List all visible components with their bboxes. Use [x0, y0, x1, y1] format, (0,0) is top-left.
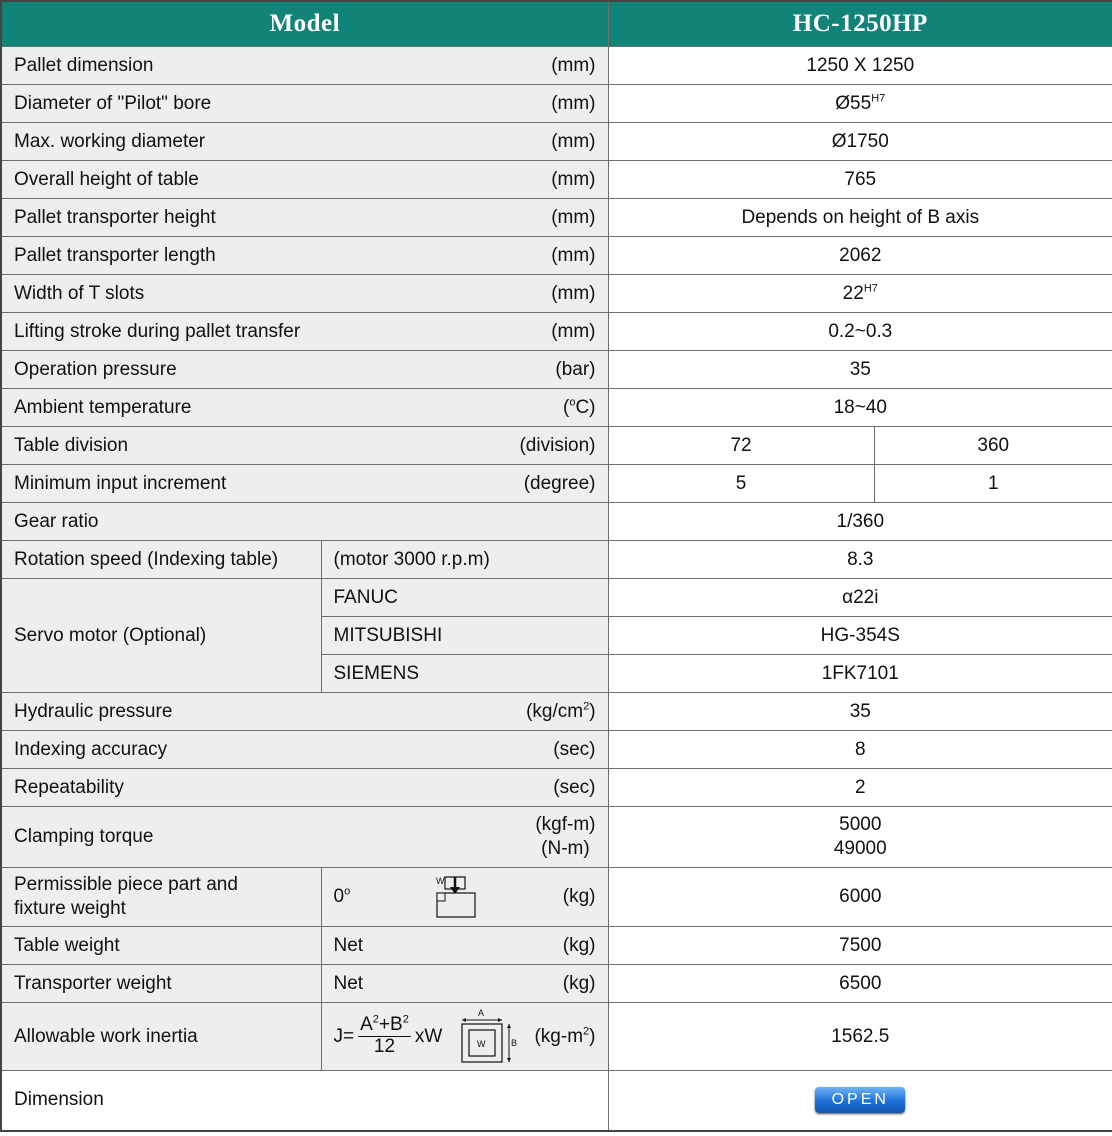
- row-label: Table weight: [1, 927, 321, 965]
- row-label: Max. working diameter: [14, 130, 206, 152]
- row-unit: (bar): [555, 358, 596, 380]
- table-row: [1, 161, 1112, 199]
- row-unit: (kgf-m) (N-m): [535, 814, 596, 859]
- row-unit: (mm): [551, 92, 596, 114]
- row-label: Gear ratio: [1, 503, 608, 541]
- row-label: Permissible piece part and fixture weight: [1, 868, 321, 927]
- row-unit: (kg): [562, 972, 596, 994]
- table-row: [1, 123, 1112, 161]
- table-row: [1, 927, 1112, 965]
- row-unit: (kg): [562, 886, 596, 907]
- row-label: Minimum input increment: [14, 472, 227, 494]
- row-value: 360: [874, 427, 1112, 465]
- servo-brand: MITSUBISHI: [321, 617, 608, 655]
- row-label: Transporter weight: [1, 965, 321, 1003]
- row-label: Pallet dimension: [14, 54, 154, 76]
- row-value: α22i: [608, 579, 1112, 617]
- row-value: 18~40: [608, 389, 1112, 427]
- row-label: Rotation speed (Indexing table): [1, 541, 321, 579]
- row-label: Hydraulic pressure: [14, 700, 173, 722]
- servo-brand: SIEMENS: [321, 655, 608, 693]
- table-row: [1, 541, 1112, 579]
- table-row: [1, 85, 1112, 123]
- table-row: [1, 313, 1112, 351]
- table-row: [1, 579, 1112, 617]
- row-value: 7500: [608, 927, 1112, 965]
- row-value: 0.2~0.3: [608, 313, 1112, 351]
- row-sublabel: (motor 3000 r.p.m): [321, 541, 608, 579]
- row-value: 765: [608, 161, 1112, 199]
- header-row: [1, 1, 1112, 47]
- model-label: Model: [1, 1, 608, 47]
- table-row: [1, 351, 1112, 389]
- inertia-diagram-icon: [456, 1008, 520, 1066]
- table-row: [1, 237, 1112, 275]
- row-unit: (kg): [562, 934, 596, 956]
- table-row: [1, 465, 1112, 503]
- row-unit: (mm): [551, 130, 596, 152]
- row-value: HG-354S: [608, 617, 1112, 655]
- row-label: Overall height of table: [14, 168, 199, 190]
- row-label: Ambient temperature: [14, 396, 192, 418]
- inertia-formula: J= $\frac{A^2+B^2}{12}$ xW: [333, 1013, 443, 1057]
- row-value: 1/360: [608, 503, 1112, 541]
- row-label: Pallet transporter length: [14, 244, 216, 266]
- table-row: [1, 503, 1112, 541]
- row-unit: (sec): [553, 738, 596, 760]
- table-row: [1, 769, 1112, 807]
- row-value: 2062: [608, 237, 1112, 275]
- load-diagram-icon: [434, 875, 478, 919]
- row-value: 1: [874, 465, 1112, 503]
- row-value: 35: [608, 693, 1112, 731]
- table-row: [1, 868, 1112, 927]
- row-unit: $(kg/cm^2)$: [526, 700, 596, 722]
- row-unit: (mm): [551, 206, 596, 228]
- svg-text:W: W: [436, 876, 445, 886]
- row-value: 5: [608, 465, 874, 503]
- row-sublabel: Net: [333, 934, 364, 956]
- row-value: 5000 49000: [608, 807, 1112, 868]
- row-label: Allowable work inertia: [1, 1003, 321, 1071]
- row-value: Ø1750: [608, 123, 1112, 161]
- row-value: 35: [608, 351, 1112, 389]
- row-unit: (mm): [551, 168, 596, 190]
- row-unit: (division): [519, 434, 596, 456]
- row-value: 1250 X 1250: [608, 47, 1112, 85]
- table-row: [1, 731, 1112, 769]
- svg-text:B: B: [511, 1037, 518, 1048]
- row-unit: (mm): [551, 320, 596, 342]
- table-row: [1, 693, 1112, 731]
- row-value: 22: [842, 282, 864, 304]
- row-label: Dimension: [1, 1071, 608, 1131]
- row-value: 1FK7101: [608, 655, 1112, 693]
- row-value: 72: [608, 427, 874, 465]
- row-value: Depends on height of B axis: [608, 199, 1112, 237]
- servo-brand: FANUC: [321, 579, 608, 617]
- row-value: 6000: [608, 868, 1112, 927]
- row-value: Ø55: [835, 92, 872, 114]
- table-row: [1, 427, 1112, 465]
- table-row: [1, 199, 1112, 237]
- tolerance-sup: H7: [863, 282, 878, 295]
- table-row: [1, 389, 1112, 427]
- svg-text:W: W: [477, 1038, 486, 1049]
- row-unit: ($^o$C): [563, 396, 596, 418]
- row-value: 6500: [608, 965, 1112, 1003]
- row-label: Table division: [14, 434, 129, 456]
- table-row: [1, 1003, 1112, 1071]
- row-label: Operation pressure: [14, 358, 177, 380]
- row-label: Servo motor (Optional): [1, 579, 321, 693]
- row-unit: (degree): [523, 472, 596, 494]
- row-value: 2: [608, 769, 1112, 807]
- table-row: [1, 275, 1112, 313]
- table-row: [1, 47, 1112, 85]
- row-value: 8.3: [608, 541, 1112, 579]
- row-label: Repeatability: [14, 776, 124, 798]
- angle-label: 0$^o$: [333, 885, 351, 907]
- row-unit: $(kg-m^2)$: [534, 1025, 596, 1047]
- row-unit: (mm): [551, 54, 596, 76]
- svg-text:A: A: [478, 1007, 485, 1018]
- row-value: 8: [608, 731, 1112, 769]
- table-row: [1, 1071, 1112, 1131]
- model-value: HC-1250HP: [608, 1, 1112, 47]
- table-row: [1, 807, 1112, 868]
- row-value: 1562.5: [608, 1003, 1112, 1071]
- row-unit: (mm): [551, 282, 596, 304]
- row-label: Clamping torque: [14, 826, 154, 847]
- row-label: Diameter of "Pilot" bore: [14, 92, 212, 114]
- table-row: [1, 965, 1112, 1003]
- row-label: Indexing accuracy: [14, 738, 168, 760]
- row-sublabel: Net: [333, 972, 364, 994]
- open-dimension-button[interactable]: OPEN: [815, 1087, 905, 1113]
- row-label: Width of T slots: [14, 282, 145, 304]
- row-label: Lifting stroke during pallet transfer: [14, 320, 301, 342]
- row-unit: (sec): [553, 776, 596, 798]
- tolerance-sup: H7: [871, 92, 886, 105]
- row-label: Pallet transporter height: [14, 206, 216, 228]
- row-unit: (mm): [551, 244, 596, 266]
